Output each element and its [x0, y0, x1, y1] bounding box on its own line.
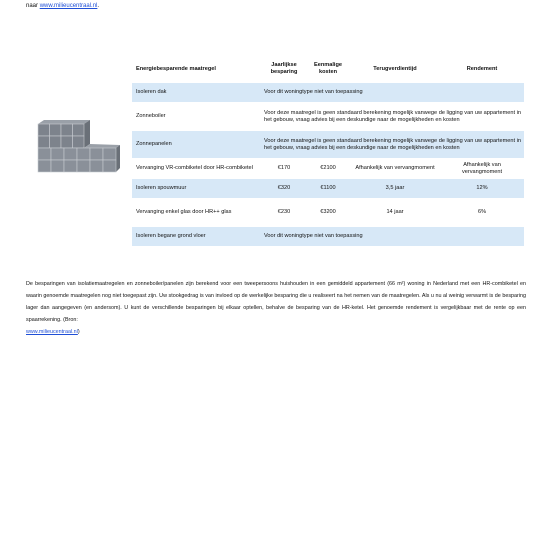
- header-yield: Rendement: [466, 65, 498, 72]
- table-row: [132, 227, 524, 247]
- table-row: [132, 179, 524, 199]
- advice-cell: Voor deze maatregel is geen standaard berekening mogelijk vanwege de ligging van uw appartement in het gebouw, vraag advies bij een deskundige naar de mogelijkheden en kosten: [262, 103, 524, 131]
- table-row: [132, 103, 524, 131]
- yield-cell: 12%: [440, 179, 524, 199]
- measure-cell: Isoleren spouwmuur: [132, 179, 262, 199]
- header-measure: Energiebesparende maatregel: [136, 65, 216, 72]
- measure-cell: Vervanging VR-combiketel door HR-combiketel: [132, 159, 262, 179]
- table-row: [132, 131, 524, 159]
- saving-cell: €230: [262, 199, 306, 227]
- footnote: [26, 278, 526, 338]
- header-one-time-cost: Eenmalige kosten: [314, 62, 342, 75]
- yield-cell: Afhankelijk van vervangmoment: [440, 159, 524, 179]
- source-prefix: naar: [26, 3, 39, 9]
- footnote-text: De besparingen van isolatiemaatregelen en zonneboiler/panelen zijn berekend voor een tweepersoons huishouden in een gemiddeld appartement (66 m²) woning in Nederland met een HR-combiketel en waarin genoemde maatregelen nog niet toegepast zijn. Uw stookgedrag is van invloed op de werkelijke besparing die u realiseert na het nemen van de maatregelen. Als u nu al weinig verwarmt is de besparing lager dan aangegeven (en andersom). U kunt de verschillende besparingen bij elkaar optellen, behalve de besparing van de HR-ketel. Het genoemde rendement is vergelijkbaar met de rente op een spaarrekening. (Bron:: [26, 281, 526, 323]
- not-applicable-cell: Voor dit woningtype niet van toepassing: [262, 83, 524, 103]
- table-header-row: [132, 56, 524, 83]
- table-row: [132, 199, 524, 227]
- saving-cell: €170: [262, 159, 306, 179]
- source-suffix: .: [97, 3, 100, 9]
- measure-cell: Vervanging enkel glas door HR++ glas: [132, 199, 262, 227]
- yield-cell: 6%: [440, 199, 524, 227]
- energy-measures-table: [132, 56, 524, 246]
- building-illustration: [32, 118, 122, 174]
- source-line: [26, 2, 99, 10]
- cost-cell: €2100: [306, 159, 350, 179]
- payback-cell: 3,5 jaar: [350, 179, 440, 199]
- payback-cell: 14 jaar: [350, 199, 440, 227]
- milieucentraal-footnote-link[interactable]: www.milieucentraal.nl: [26, 329, 78, 335]
- payback-cell: Afhankelijk van vervangmoment: [350, 159, 440, 179]
- saving-cell: €320: [262, 179, 306, 199]
- milieucentraal-link[interactable]: www.milieucentraal.nl: [39, 3, 98, 9]
- measure-cell: Zonnepanelen: [132, 131, 262, 159]
- header-payback-time: Terugverdientijd: [373, 65, 417, 72]
- table-row: [132, 83, 524, 103]
- table-row: [132, 159, 524, 179]
- measure-cell: Isoleren dak: [132, 83, 262, 103]
- cost-cell: €1100: [306, 179, 350, 199]
- advice-cell: Voor deze maatregel is geen standaard berekening mogelijk vanwege de ligging van uw appartement in het gebouw, vraag advies bij een deskundige naar de mogelijkheden en kosten: [262, 131, 524, 159]
- header-annual-saving: Jaarlijkse besparing: [270, 62, 298, 75]
- measure-cell: Isoleren begane grond vloer: [132, 227, 262, 247]
- not-applicable-cell: Voor dit woningtype niet van toepassing: [262, 227, 524, 247]
- measure-cell: Zonneboiler: [132, 103, 262, 131]
- footnote-suffix: ): [77, 329, 80, 335]
- cost-cell: €3200: [306, 199, 350, 227]
